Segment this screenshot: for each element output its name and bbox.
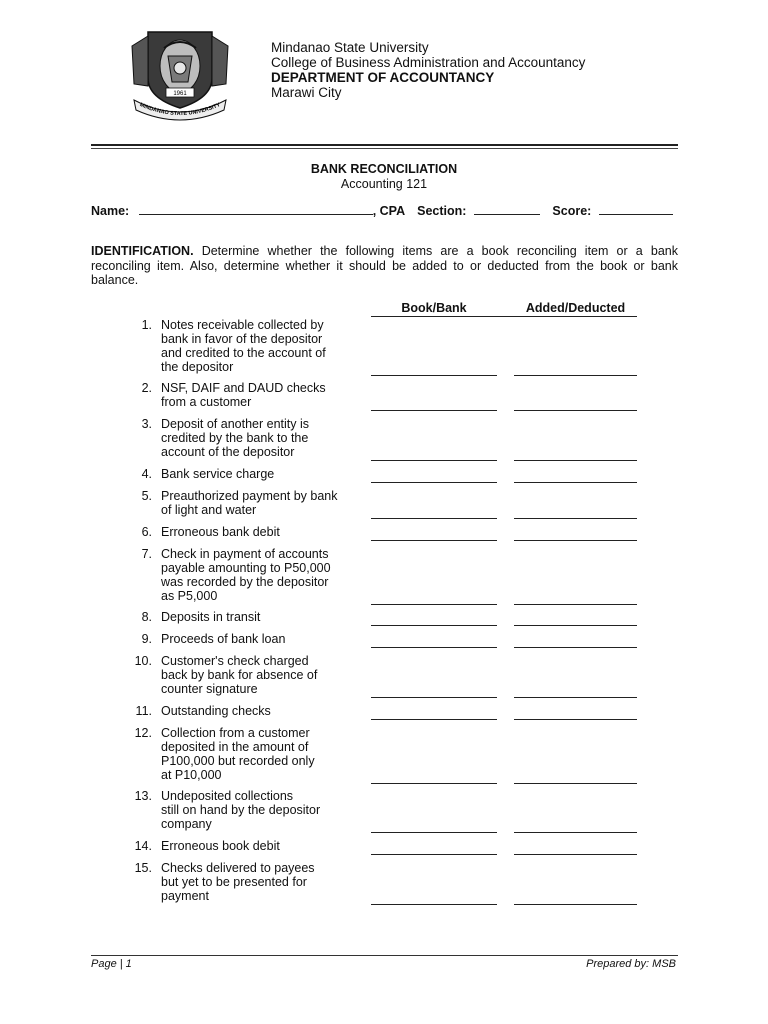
item-description-line: Outstanding checks [161, 704, 271, 718]
item-description-line: from a customer [161, 395, 252, 409]
item-description-line: Check in payment of accounts [161, 547, 329, 561]
book-bank-answer-blank[interactable] [371, 697, 497, 698]
seal-year: 1961 [173, 91, 187, 97]
added-deducted-answer-blank[interactable] [514, 410, 637, 411]
page-number: Page | 1 [91, 958, 132, 970]
instructions [91, 244, 678, 288]
book-bank-answer-blank[interactable] [371, 783, 497, 784]
item-number: 9. [141, 632, 152, 646]
item-description-line: Bank service charge [161, 467, 275, 481]
score-blank[interactable] [599, 203, 673, 215]
item-description-line: Undeposited collections [161, 789, 294, 803]
book-bank-answer-blank[interactable] [371, 518, 497, 519]
section-label: Section: [417, 204, 467, 218]
university-name: Mindanao State University [271, 40, 429, 55]
book-bank-answer-blank[interactable] [371, 625, 497, 626]
book-bank-answer-blank[interactable] [371, 647, 497, 648]
item-description [161, 381, 359, 409]
item-description [161, 467, 359, 481]
item-number: 6. [141, 525, 152, 539]
book-bank-answer-blank[interactable] [371, 719, 497, 720]
item-description-line: Customer's check charged [161, 654, 309, 668]
item-description-line: deposited in the amount of [161, 740, 309, 754]
item-description [161, 789, 359, 831]
item-description [161, 726, 359, 782]
item-description [161, 704, 359, 718]
item-description-line: Deposits in transit [161, 610, 261, 624]
item-number: 2. [141, 381, 152, 395]
city-name: Marawi City [271, 85, 342, 100]
item-description-line: was recorded by the depositor [161, 575, 329, 589]
item-description-line: as P5,000 [161, 589, 218, 603]
book-bank-answer-blank[interactable] [371, 375, 497, 376]
added-deducted-answer-blank[interactable] [514, 647, 637, 648]
item-number: 15. [134, 861, 152, 875]
instructions-body: Determine whether the following items are a book reconciling item or a bank reconciling item. Also, determine whether it should be added to or deducted from the book or bank balance. [91, 244, 678, 287]
item-number: 11. [135, 704, 152, 718]
book-bank-answer-blank[interactable] [371, 904, 497, 905]
added-deducted-answer-blank[interactable] [514, 604, 637, 605]
header-divider-thick [91, 144, 678, 146]
item-number: 13. [134, 789, 152, 803]
item-number: 5. [141, 489, 152, 503]
item-number: 8. [141, 610, 152, 624]
item-description-line: of light and water [161, 503, 257, 517]
item-description-line: Collection from a customer [161, 726, 310, 740]
name-row [91, 203, 679, 218]
item-description [161, 861, 359, 903]
added-deducted-answer-blank[interactable] [514, 904, 637, 905]
document-title: BANK RECONCILIATION [310, 162, 458, 176]
added-deducted-answer-blank[interactable] [514, 540, 637, 541]
item-number: 7. [141, 547, 152, 561]
item-description-line: NSF, DAIF and DAUD checks [161, 381, 326, 395]
column-header-added-deducted: Added/Deducted [525, 301, 626, 315]
instructions-heading: IDENTIFICATION. [91, 244, 194, 258]
book-bank-answer-blank[interactable] [371, 854, 497, 855]
item-number: 4. [141, 467, 152, 481]
item-description-line: company [161, 817, 212, 831]
added-deducted-answer-blank[interactable] [514, 832, 637, 833]
item-description-line: Preauthorized payment by bank [161, 489, 338, 503]
item-description [161, 839, 359, 853]
item-description-line: Checks delivered to payees [161, 861, 315, 875]
item-number: 14. [134, 839, 152, 853]
seal-ribbon-text: MINDANAO STATE UNIVERSITY [138, 102, 222, 118]
book-bank-answer-blank[interactable] [371, 540, 497, 541]
item-description [161, 610, 359, 624]
item-description-line: Erroneous bank debit [161, 525, 280, 539]
institution-header [271, 40, 585, 100]
section-blank[interactable] [474, 203, 540, 215]
added-deducted-answer-blank[interactable] [514, 854, 637, 855]
item-description-line: and credited to the account of [161, 346, 326, 360]
added-deducted-answer-blank[interactable] [514, 719, 637, 720]
book-bank-answer-blank[interactable] [371, 604, 497, 605]
item-description-line: Proceeds of bank loan [161, 632, 286, 646]
item-description [161, 632, 359, 646]
added-deducted-answer-blank[interactable] [514, 625, 637, 626]
item-description-line: the depositor [161, 360, 234, 374]
college-name: College of Business Administration and Accountancy [271, 55, 586, 70]
university-seal [128, 26, 232, 122]
item-description [161, 489, 359, 517]
score-label: Score: [552, 204, 592, 218]
item-description-line: but yet to be presented for [161, 875, 307, 889]
item-description-line: counter signature [161, 682, 258, 696]
added-deducted-answer-blank[interactable] [514, 375, 637, 376]
item-description-line: still on hand by the depositor [161, 803, 321, 817]
book-bank-answer-blank[interactable] [371, 460, 497, 461]
item-description-line: bank in favor of the depositor [161, 332, 323, 346]
item-number: 1. [141, 318, 152, 332]
name-label: Name: [91, 204, 130, 218]
item-description-line: P100,000 but recorded only [161, 754, 315, 768]
added-deducted-answer-blank[interactable] [514, 697, 637, 698]
cpa-suffix: , CPA [372, 204, 405, 218]
item-description [161, 417, 359, 459]
item-description [161, 547, 359, 603]
book-bank-answer-blank[interactable] [371, 832, 497, 833]
added-deducted-answer-blank[interactable] [514, 460, 637, 461]
item-description-line: Erroneous book debit [161, 839, 280, 853]
added-deducted-answer-blank[interactable] [514, 518, 637, 519]
added-deducted-answer-blank[interactable] [514, 783, 637, 784]
department-name: DEPARTMENT OF ACCOUNTANCY [271, 70, 495, 85]
added-deducted-answer-blank[interactable] [514, 482, 637, 483]
header-divider-thin [91, 148, 678, 149]
course-subtitle: Accounting 121 [340, 177, 428, 191]
item-description-line: Deposit of another entity is [161, 417, 309, 431]
item-description [161, 525, 359, 539]
item-description-line: credited by the bank to the [161, 431, 309, 445]
item-number: 3. [141, 417, 152, 431]
item-description-line: Notes receivable collected by [161, 318, 324, 332]
book-bank-answer-blank[interactable] [371, 410, 497, 411]
book-bank-answer-blank[interactable] [371, 482, 497, 483]
column-header-book-bank: Book/Bank [401, 301, 467, 315]
item-description-line: payment [161, 889, 209, 903]
item-number: 10. [134, 654, 152, 668]
item-description [161, 318, 359, 374]
item-description-line: payable amounting to P50,000 [161, 561, 331, 575]
column-header-underline [371, 316, 637, 317]
item-description-line: back by bank for absence of [161, 668, 318, 682]
item-description [161, 654, 359, 696]
item-number: 12. [134, 726, 152, 740]
prepared-by: Prepared by: MSB [586, 958, 676, 970]
item-description-line: account of the depositor [161, 445, 295, 459]
name-blank[interactable] [139, 203, 373, 215]
item-description-line: at P10,000 [161, 768, 222, 782]
footer-divider [91, 955, 678, 956]
